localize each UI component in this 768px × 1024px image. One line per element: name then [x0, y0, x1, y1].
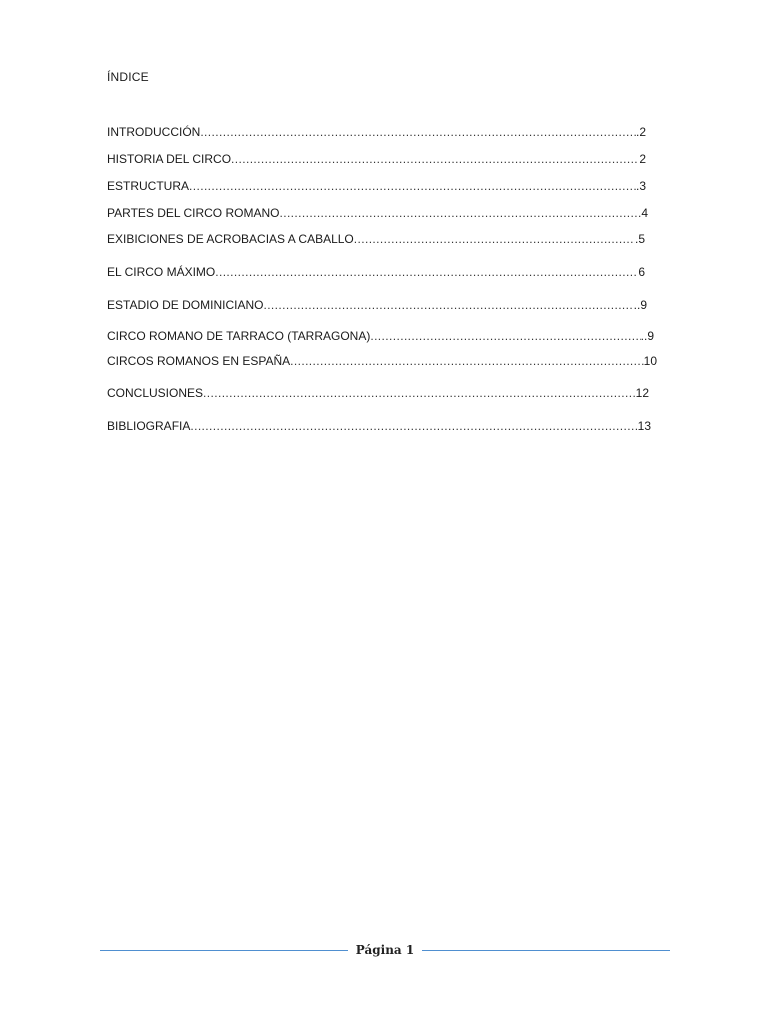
- page-number-label: Página 1: [355, 943, 415, 957]
- toc-entry-title: CIRCO ROMANO DE TARRACO (TARRAGONA): [107, 329, 371, 343]
- toc-entry-title: INTRODUCCIÓN: [107, 125, 201, 139]
- toc-entry-title: BIBLIOGRAFIA: [107, 419, 191, 433]
- toc-entry-title: ESTADIO DE DOMINICIANO: [107, 298, 264, 312]
- toc-dot-leader: [215, 265, 638, 279]
- footer-rule-left: [100, 950, 348, 951]
- index-heading: ÍNDICE: [107, 70, 149, 84]
- toc-entry-circo-maximo: [107, 265, 645, 279]
- toc-dot-leader: [231, 152, 639, 166]
- toc-dot-leader: [203, 386, 636, 400]
- toc-dot-leader: [189, 179, 636, 193]
- toc-entry-page: .3: [635, 179, 646, 193]
- toc-entry-title: CONCLUSIONES: [107, 386, 204, 400]
- toc-entry-tarraco: [107, 329, 654, 343]
- toc-entry-exibiciones: [107, 232, 645, 246]
- toc-entry-page: ..9: [640, 329, 654, 343]
- toc-entry-page: 4: [641, 206, 648, 220]
- toc-dot-leader: [200, 125, 636, 139]
- toc-entry-title: EXIBICIONES DE ACROBACIAS A CABALLO: [107, 232, 354, 246]
- toc-entry-title: EL CIRCO MÁXIMO: [107, 265, 216, 279]
- toc-entry-title: HISTORIA DEL CIRCO: [107, 152, 232, 166]
- toc-entry-title: PARTES DEL CIRCO ROMANO: [107, 206, 280, 220]
- toc-dot-leader: [354, 232, 635, 246]
- toc-entry-page: 13: [637, 419, 651, 433]
- toc-dot-leader: [290, 354, 644, 368]
- toc-entry-page: ..9: [633, 298, 647, 312]
- toc-entry-title: ESTRUCTURA: [107, 179, 190, 193]
- toc-dot-leader: [370, 329, 640, 343]
- toc-entry-historia: [107, 152, 646, 166]
- toc-entry-circos-espana: [107, 354, 657, 368]
- page-footer: [100, 940, 670, 960]
- toc-entry-page: 2: [639, 152, 646, 166]
- footer-rule-right: [422, 950, 670, 951]
- toc-entry-estadio: [107, 298, 647, 312]
- toc-entry-introduccion: [107, 125, 646, 139]
- toc-dot-leader: [279, 206, 641, 220]
- toc-dot-leader: [263, 298, 633, 312]
- toc-entry-bibliografia: [107, 419, 651, 433]
- toc-dot-leader: [190, 419, 637, 433]
- toc-entry-page: 12: [635, 386, 649, 400]
- toc-entry-page: 10: [643, 354, 657, 368]
- toc-entry-partes: [107, 206, 648, 220]
- toc-entry-estructura: [107, 179, 646, 193]
- toc-entry-conclusiones: [107, 386, 649, 400]
- toc-entry-page: .2: [635, 125, 646, 139]
- toc-entry-page: 6: [638, 265, 645, 279]
- toc-entry-page: .5: [634, 232, 645, 246]
- toc-entry-title: CIRCOS ROMANOS EN ESPAÑA: [107, 354, 291, 368]
